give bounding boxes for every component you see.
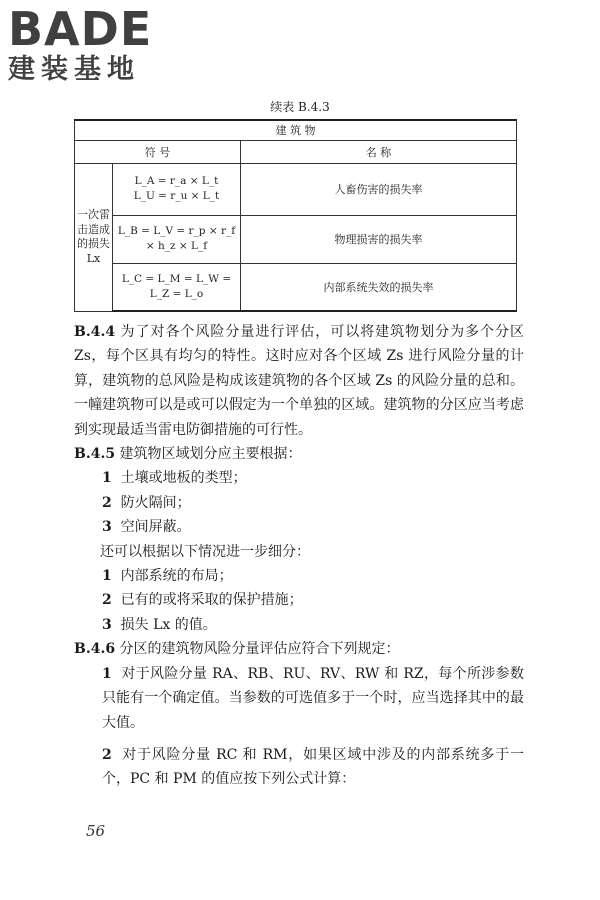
column-header-name: 名 称 xyxy=(241,140,517,163)
list-item: 3 空间屏蔽。 xyxy=(102,519,191,536)
clause-number: B.4.4 xyxy=(74,324,116,340)
table-row-formula: L_B = L_V = r_p × r_f × h_z × L_f xyxy=(113,215,241,263)
column-header-symbol: 符 号 xyxy=(75,140,241,163)
table-caption: 续表 B.4.3 xyxy=(270,100,330,114)
logo-text: BADE xyxy=(8,2,153,56)
clause-text: 为了对各个风险分量进行评估，可以将建筑物划分为多个分区 Zs，每个区具有均匀的特性。这时应对各个区域 Zs 进行风险分量的计算，建筑物的总风险是构成该建筑物的各个区域 Zs 的风险分量的总和。一幢建筑物可以是或可以假定为一个单独的区域。建筑物的分区应当考虑到实现最适当雷电防御措施的可行性。 xyxy=(74,324,525,438)
paragraph-b445 xyxy=(74,442,524,466)
paragraph-further: 还可以根据以下情况进一步细分： xyxy=(100,543,310,560)
list-item: 3 损失 Lx 的值。 xyxy=(102,616,217,633)
table-row-formula xyxy=(113,163,241,215)
clause-number: B.4.5 xyxy=(74,446,116,463)
table-header: 建 筑 物 xyxy=(75,120,517,140)
formula-line: L_U = r_u × L_t xyxy=(133,190,220,202)
paragraph-b444 xyxy=(74,320,524,442)
table-row-formula: L_C = L_M = L_W = L_Z = L_o xyxy=(113,263,241,311)
page-number: 56 xyxy=(86,822,106,840)
clause-number: B.4.6 xyxy=(74,641,116,658)
list-item: 1 土壤或地板的类型； xyxy=(102,470,247,487)
body-text xyxy=(74,320,524,792)
paragraph-b446 xyxy=(74,637,524,661)
list-item: 2 防火隔间； xyxy=(102,494,191,511)
table-row-name: 物理损害的损失率 xyxy=(241,215,517,263)
list-item: 2 已有的或将采取的保护措施； xyxy=(102,592,303,609)
list-item: 1 内部系统的布局； xyxy=(102,568,233,585)
clause-text: 分区的建筑物风险分量评估应符合下列规定： xyxy=(119,641,400,658)
numbered-paragraph: 1 对于风险分量 RA、RB、RU、RV、RW 和 RZ，每个所涉参数只能有一个确定值。当参数的可选值多于一个时，应当选择其中的最大值。 xyxy=(102,665,524,731)
loss-table xyxy=(74,119,517,312)
row-group-header: 一次雷击造成的损失Lx xyxy=(75,163,113,311)
logo-subtitle: 建装基地 xyxy=(8,54,140,85)
numbered-paragraph: 2 对于风险分量 RC 和 RM，如果区域中涉及的内部系统多于一个，PC 和 PM 的值应按下列公式计算： xyxy=(102,746,524,788)
formula-line: L_A = r_a × L_t xyxy=(134,175,219,187)
table-row-name: 人畜伤害的损失率 xyxy=(241,163,517,215)
table-row-name: 内部系统失效的损失率 xyxy=(241,263,517,311)
clause-text: 建筑物区域划分应主要根据： xyxy=(119,446,302,463)
logo xyxy=(8,4,178,86)
